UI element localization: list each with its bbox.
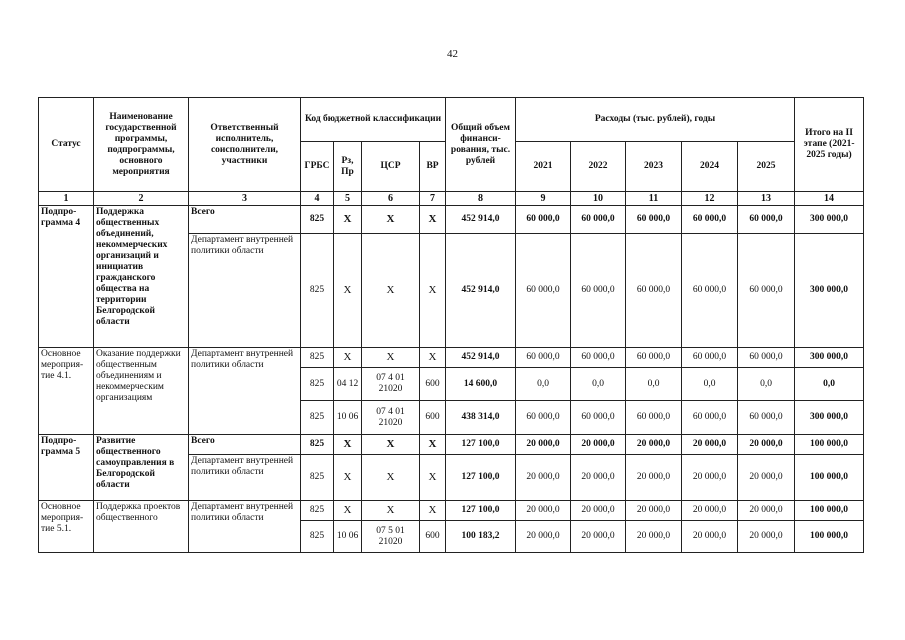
- cell-vr: Х: [420, 206, 446, 234]
- cell-total: 452 914,0: [446, 234, 516, 348]
- cell-year: 60 000,0: [682, 206, 738, 234]
- cell-csr: Х: [362, 234, 420, 348]
- col-number: 10: [571, 192, 626, 206]
- cell-year: 60 000,0: [571, 348, 626, 368]
- cell-csr: Х: [362, 501, 420, 521]
- row-status: Основное мероприя-тие 4.1.: [39, 348, 94, 435]
- cell-stage-total: 300 000,0: [795, 206, 864, 234]
- col-number: 3: [189, 192, 301, 206]
- row-responsible: Всего: [189, 206, 301, 234]
- row-responsible: Департамент внутренней политики области: [189, 501, 301, 553]
- cell-grbs: 825: [301, 401, 334, 435]
- budget-table: [38, 97, 864, 553]
- cell-stage-total: 100 000,0: [795, 455, 864, 501]
- cell-year: 60 000,0: [738, 348, 795, 368]
- cell-grbs: 825: [301, 234, 334, 348]
- row-responsible: Всего: [189, 435, 301, 455]
- cell-rzpr: 04 12: [334, 368, 362, 401]
- cell-total: 100 183,2: [446, 521, 516, 553]
- row-name: Поддержка общественных объединений, некоммерческих организаций и инициатив гражданского общества на территории Белгородской области: [94, 206, 189, 348]
- cell-year: 20 000,0: [682, 501, 738, 521]
- row-status: Основное мероприя-тие 5.1.: [39, 501, 94, 553]
- cell-csr: 07 4 01 21020: [362, 368, 420, 401]
- row-name: Оказание поддержки общественным объединениям и некоммерческим организациям: [94, 348, 189, 435]
- header-year: 2021: [516, 142, 571, 192]
- header-vr: ВР: [420, 142, 446, 192]
- col-number: 5: [334, 192, 362, 206]
- header-rzpr: Рз, Пр: [334, 142, 362, 192]
- table-row: [39, 435, 864, 455]
- cell-year: 60 000,0: [516, 234, 571, 348]
- column-numbers-row: [39, 192, 864, 206]
- col-number: 9: [516, 192, 571, 206]
- col-number: 11: [626, 192, 682, 206]
- header-year: 2025: [738, 142, 795, 192]
- cell-year: 60 000,0: [682, 234, 738, 348]
- cell-year: 0,0: [516, 368, 571, 401]
- col-number: 7: [420, 192, 446, 206]
- cell-year: 60 000,0: [571, 206, 626, 234]
- cell-csr: Х: [362, 435, 420, 455]
- cell-year: 20 000,0: [682, 521, 738, 553]
- col-number: 8: [446, 192, 516, 206]
- row-responsible: Департамент внутренней политики области: [189, 234, 301, 348]
- cell-year: 60 000,0: [738, 234, 795, 348]
- cell-rzpr: Х: [334, 234, 362, 348]
- page-number: 42: [447, 48, 458, 60]
- cell-year: 20 000,0: [738, 501, 795, 521]
- cell-total: 127 100,0: [446, 501, 516, 521]
- cell-total: 127 100,0: [446, 455, 516, 501]
- col-number: 13: [738, 192, 795, 206]
- cell-year: 20 000,0: [571, 455, 626, 501]
- cell-grbs: 825: [301, 368, 334, 401]
- cell-year: 60 000,0: [516, 206, 571, 234]
- cell-year: 60 000,0: [626, 234, 682, 348]
- cell-stage-total: 0,0: [795, 368, 864, 401]
- header-grbs: ГРБС: [301, 142, 334, 192]
- cell-rzpr: 10 06: [334, 521, 362, 553]
- cell-year: 20 000,0: [738, 521, 795, 553]
- cell-grbs: 825: [301, 501, 334, 521]
- cell-year: 60 000,0: [516, 348, 571, 368]
- cell-year: 60 000,0: [571, 234, 626, 348]
- cell-total: 438 314,0: [446, 401, 516, 435]
- header-csr: ЦСР: [362, 142, 420, 192]
- header-expenses-group: Расходы (тыс. рублей), годы: [516, 98, 795, 142]
- cell-year: 60 000,0: [626, 401, 682, 435]
- col-number: 2: [94, 192, 189, 206]
- header-name: Наименование государственной программы, подпрограммы, основного мероприятия: [94, 98, 189, 192]
- cell-total: 127 100,0: [446, 435, 516, 455]
- cell-year: 20 000,0: [682, 435, 738, 455]
- col-number: 1: [39, 192, 94, 206]
- cell-year: 0,0: [571, 368, 626, 401]
- row-name: Развитие общественного самоуправления в Белгородской области: [94, 435, 189, 501]
- cell-year: 0,0: [738, 368, 795, 401]
- cell-grbs: 825: [301, 435, 334, 455]
- cell-grbs: 825: [301, 206, 334, 234]
- cell-stage-total: 300 000,0: [795, 401, 864, 435]
- table-row: [39, 348, 864, 368]
- cell-csr: Х: [362, 206, 420, 234]
- cell-year: 20 000,0: [626, 455, 682, 501]
- cell-vr: Х: [420, 435, 446, 455]
- col-number: 12: [682, 192, 738, 206]
- cell-vr: Х: [420, 234, 446, 348]
- cell-stage-total: 100 000,0: [795, 435, 864, 455]
- row-status: Подпро-грамма 5: [39, 435, 94, 501]
- header-year: 2023: [626, 142, 682, 192]
- header-year: 2024: [682, 142, 738, 192]
- cell-year: 60 000,0: [738, 206, 795, 234]
- cell-grbs: 825: [301, 521, 334, 553]
- cell-vr: 600: [420, 401, 446, 435]
- cell-year: 60 000,0: [626, 348, 682, 368]
- cell-year: 20 000,0: [626, 435, 682, 455]
- cell-vr: 600: [420, 368, 446, 401]
- header-code-group: Код бюджетной классификации: [301, 98, 446, 142]
- cell-year: 20 000,0: [626, 521, 682, 553]
- header-responsible: Ответственный исполнитель, соисполнители, участники: [189, 98, 301, 192]
- cell-stage-total: 300 000,0: [795, 348, 864, 368]
- cell-year: 60 000,0: [516, 401, 571, 435]
- cell-year: 60 000,0: [571, 401, 626, 435]
- header-stage-total: Итого на II этапе (2021-2025 годы): [795, 98, 864, 192]
- cell-rzpr: Х: [334, 455, 362, 501]
- table-row: [39, 501, 864, 521]
- col-number: 6: [362, 192, 420, 206]
- cell-year: 0,0: [682, 368, 738, 401]
- cell-year: 20 000,0: [571, 521, 626, 553]
- header-status: Статус: [39, 98, 94, 192]
- cell-grbs: 825: [301, 455, 334, 501]
- cell-year: 20 000,0: [516, 435, 571, 455]
- cell-vr: Х: [420, 455, 446, 501]
- cell-rzpr: Х: [334, 348, 362, 368]
- cell-rzpr: Х: [334, 501, 362, 521]
- table-row: [39, 206, 864, 234]
- cell-year: 20 000,0: [516, 501, 571, 521]
- row-responsible: Департамент внутренней политики области: [189, 348, 301, 435]
- cell-total: 452 914,0: [446, 206, 516, 234]
- cell-csr: Х: [362, 455, 420, 501]
- cell-grbs: 825: [301, 348, 334, 368]
- cell-year: 60 000,0: [682, 401, 738, 435]
- cell-csr: 07 4 01 21020: [362, 401, 420, 435]
- cell-year: 20 000,0: [682, 455, 738, 501]
- cell-year: 60 000,0: [626, 206, 682, 234]
- col-number: 14: [795, 192, 864, 206]
- cell-total: 14 600,0: [446, 368, 516, 401]
- cell-stage-total: 100 000,0: [795, 501, 864, 521]
- header-total: Общий объем финанси-рования, тыс. рублей: [446, 98, 516, 192]
- cell-csr: Х: [362, 348, 420, 368]
- cell-year: 20 000,0: [571, 435, 626, 455]
- cell-vr: Х: [420, 348, 446, 368]
- cell-csr: 07 5 01 21020: [362, 521, 420, 553]
- cell-year: 20 000,0: [571, 501, 626, 521]
- cell-total: 452 914,0: [446, 348, 516, 368]
- cell-vr: 600: [420, 521, 446, 553]
- col-number: 4: [301, 192, 334, 206]
- cell-stage-total: 100 000,0: [795, 521, 864, 553]
- cell-rzpr: Х: [334, 435, 362, 455]
- row-responsible: Департамент внутренней политики области: [189, 455, 301, 501]
- cell-year: 20 000,0: [626, 501, 682, 521]
- cell-vr: Х: [420, 501, 446, 521]
- cell-year: 20 000,0: [738, 455, 795, 501]
- cell-stage-total: 300 000,0: [795, 234, 864, 348]
- cell-year: 60 000,0: [738, 401, 795, 435]
- cell-rzpr: Х: [334, 206, 362, 234]
- cell-year: 20 000,0: [738, 435, 795, 455]
- cell-year: 60 000,0: [682, 348, 738, 368]
- row-name: Поддержка проектов общественного: [94, 501, 189, 553]
- row-status: Подпро-грамма 4: [39, 206, 94, 348]
- cell-year: 0,0: [626, 368, 682, 401]
- cell-year: 20 000,0: [516, 455, 571, 501]
- cell-year: 20 000,0: [516, 521, 571, 553]
- header-year: 2022: [571, 142, 626, 192]
- cell-rzpr: 10 06: [334, 401, 362, 435]
